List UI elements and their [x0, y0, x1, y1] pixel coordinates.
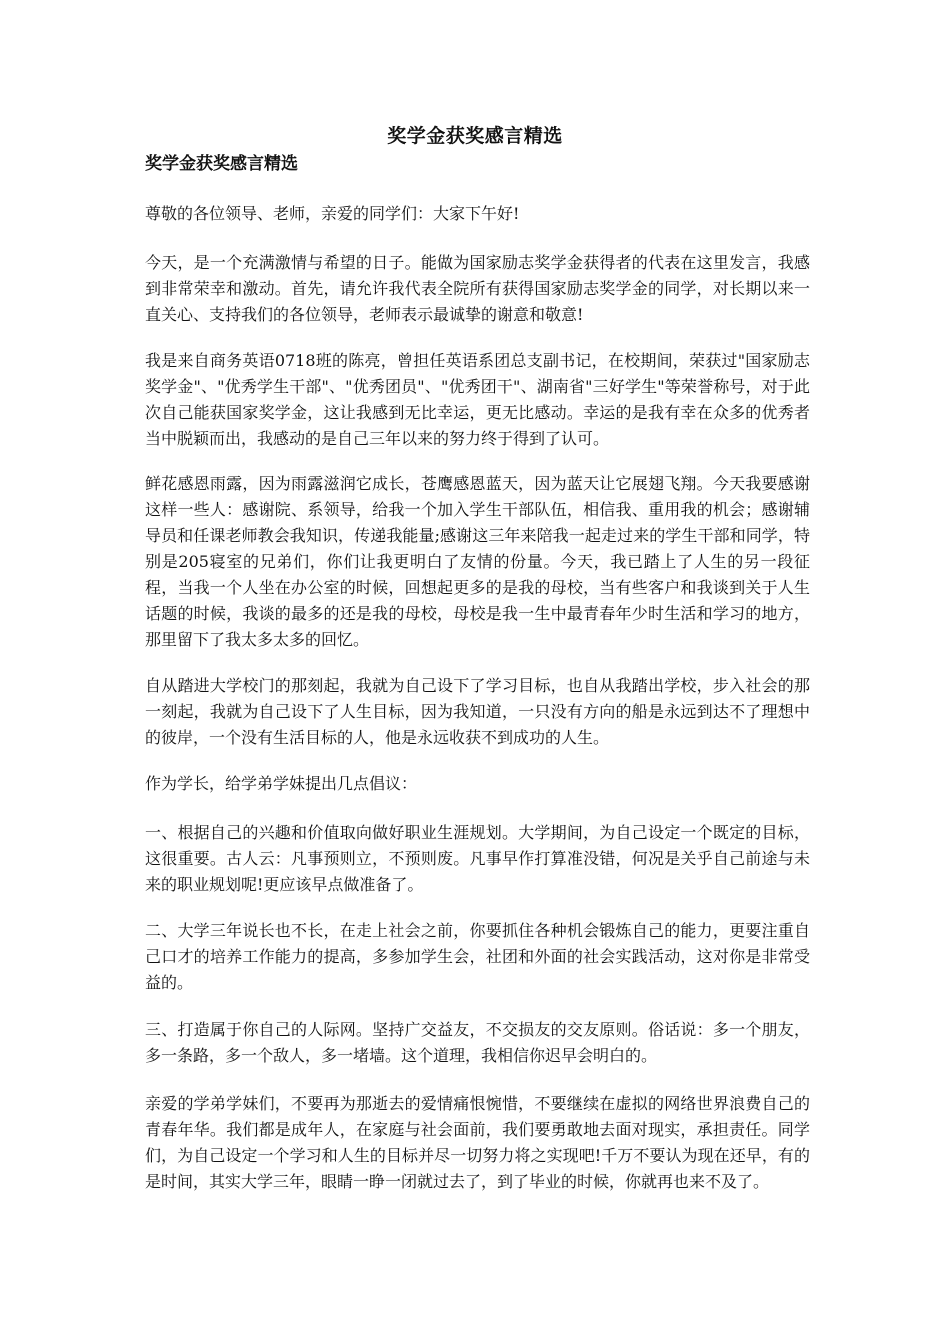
- paragraph-text: 三、打造属于你自己的人际网。坚持广交益友，不交损友的交友原则。俗话说：多一个朋友，多一条路，多一个敌人，多一堵墙。这个道理，我相信你迟早会明白的。: [145, 1020, 810, 1065]
- paragraph: [145, 820, 810, 898]
- paragraph: [145, 201, 810, 227]
- document-subtitle: 奖学金获奖感言精选: [145, 154, 298, 174]
- paragraph: [145, 1017, 810, 1069]
- paragraph-text: 一、根据自己的兴趣和价值取向做好职业生涯规划。大学期间，为自己设定一个既定的目标，这很重要。古人云：凡事预则立，不预则废。凡事早作打算准没错，何况是关乎自己前途与未来的职业规划呢!更应该早点做准备了。: [145, 823, 810, 894]
- paragraph: [145, 348, 810, 452]
- paragraph: [145, 673, 810, 751]
- paragraph-text: 亲爱的学弟学妹们，不要再为那逝去的爱情痛恨惋惜，不要继续在虚拟的网络世界浪费自己的青春年华。我们都是成年人，在家庭与社会面前，我们要勇敢地去面对现实，承担责任。同学们，为自己设定一个学习和人生的目标并尽一切努力将之实现吧!千万不要认为现在还早，有的是时间，其实大学三年，眼睛一睁一闭就过去了，到了毕业的时候，你就再也来不及了。: [145, 1094, 810, 1191]
- paragraph-text: 鲜花感恩雨露，因为雨露滋润它成长，苍鹰感恩蓝天，因为蓝天让它展翅飞翔。今天我要感谢这样一些人：感谢院、系领导，给我一个加入学生干部队伍，相信我、重用我的机会；感谢辅导员和任课老师教会我知识，传递我能量;感谢这三年来陪我一起走过来的学生干部和同学，特别是205寝室的兄弟们，你们让我更明白了友情的份量。今天，我已踏上了人生的另一段征程，当我一个人坐在办公室的时候，回想起更多的是我的母校，当有些客户和我谈到关于人生话题的时候，我谈的最多的还是我的母校，母校是我一生中最青春年少时生活和学习的地方，那里留下了我太多太多的回忆。: [145, 474, 810, 649]
- paragraph: [145, 918, 810, 996]
- paragraph: [145, 771, 810, 797]
- paragraph-text: 尊敬的各位领导、老师，亲爱的同学们：大家下午好!: [145, 204, 520, 223]
- paragraph-text: 作为学长，给学弟学妹提出几点倡议：: [145, 774, 418, 793]
- paragraph-text: 二、大学三年说长也不长，在走上社会之前，你要抓住各种机会锻炼自己的能力，更要注重自己口才的培养工作能力的提高，多参加学生会，社团和外面的社会实践活动，这对你是非常受益的。: [145, 921, 810, 992]
- paragraph-text: 我是来自商务英语0718班的陈亮，曾担任英语系团总支副书记，在校期间，荣获过"国家励志奖学金"、"优秀学生干部"、"优秀团员"、"优秀团干"、湖南省"三好学生"等荣誉称号，对于此次自己能获国家奖学金，这让我感到无比幸运，更无比感动。幸运的是我有幸在众多的优秀者当中脱颖而出，我感动的是自己三年以来的努力终于得到了认可。: [145, 351, 810, 448]
- document-title: 奖学金获奖感言精选: [387, 125, 563, 147]
- paragraph: [145, 471, 810, 653]
- paragraph-text: 自从踏进大学校门的那刻起，我就为自己设下了学习目标，也自从我踏出学校，步入社会的那一刻起，我就为自己设下了人生目标，因为我知道，一只没有方向的船是永远到达不了理想中的彼岸，一个没有生活目标的人，他是永远收获不到成功的人生。: [145, 676, 810, 747]
- paragraph-text: 今天，是一个充满激情与希望的日子。能做为国家励志奖学金获得者的代表在这里发言，我感到非常荣幸和激动。首先，请允许我代表全院所有获得国家励志奖学金的同学，对长期以来一直关心、支持我们的各位领导，老师表示最诚挚的谢意和敬意!: [145, 253, 810, 324]
- paragraph: [145, 250, 810, 328]
- paragraph: [145, 1091, 810, 1195]
